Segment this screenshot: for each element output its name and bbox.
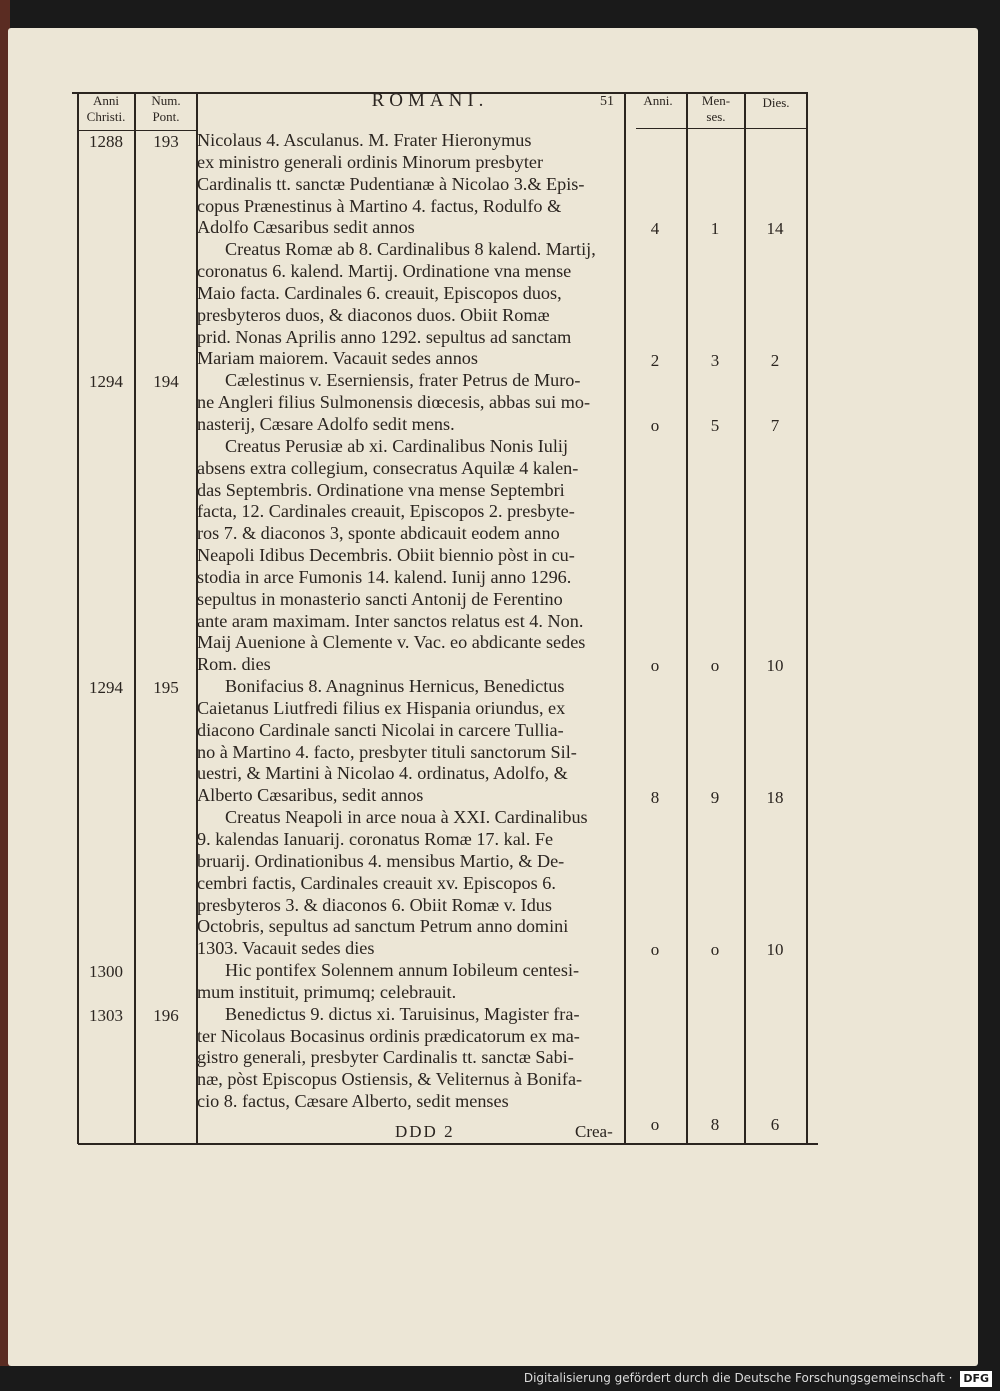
dies-value: 2 (770, 350, 780, 370)
text-line: gistro generali, presbyter Cardinalis tt. sanctæ Sabi- (197, 1047, 574, 1068)
pontiff-number-cell: 193 (153, 132, 179, 151)
main-text-column (197, 130, 627, 1113)
pontiff-number-cell: 196 (153, 1006, 179, 1025)
anni-col-rule (686, 92, 688, 1144)
dfg-logo: DFG (960, 1371, 992, 1387)
right-frame-rule (806, 92, 808, 1144)
menses-value: o (710, 656, 720, 676)
header-num-pont-2: Pont. (152, 109, 180, 124)
year-col-rule (134, 92, 136, 1144)
pontiff-number-cell: 195 (153, 678, 179, 698)
header-menses (688, 94, 744, 123)
running-title: ROMANI. (371, 90, 489, 111)
header-anni-christi-2: Christi. (86, 109, 126, 124)
text-line: Caietanus Liutfredi filius ex Hispania oriundus, ex (197, 697, 566, 718)
text-line: ex ministro generali ordinis Minorum presbyter (197, 151, 543, 172)
dies-value: 10 (766, 656, 784, 676)
text-line: uestri, & Martini à Nicolao 4. ordinatus, Adolfo, & (197, 763, 568, 784)
anni-value: 8 (650, 787, 660, 807)
text-line: Cardinalis tt. sanctæ Pudentianæ à Nicolao 3.& Epis- (197, 173, 585, 194)
menses-value: 9 (710, 787, 720, 807)
header-dies: Dies. (762, 95, 790, 110)
text-line: das Septembris. Ordinatione vna mense Septembri (197, 479, 565, 500)
text-line: cembri factis, Cardinales creauit xv. Episcopos 6. (197, 872, 556, 893)
text-line: coronatus 6. kalend. Martij. Ordinatione vna mense (197, 261, 572, 282)
text-line: Rom. dies (197, 654, 271, 675)
year-cell: 1303 (89, 1006, 123, 1025)
dies-value: 7 (770, 416, 780, 436)
anni-value: o (650, 656, 660, 676)
header-menses-1: Men- (701, 93, 731, 108)
dies-value: 6 (770, 1115, 780, 1135)
text-line: Benedictus 9. dictus xi. Taruisinus, Magister fra- (225, 1003, 580, 1024)
text-line: Bonifacius 8. Anagninus Hernicus, Benedictus (225, 676, 565, 697)
menses-value: 5 (710, 416, 720, 436)
text-line: Hic pontifex Solennem annum Iobileum centesi- (225, 960, 580, 981)
text-line: ne Angleri filius Sulmonensis diœcesis, abbas sui mo- (197, 392, 591, 413)
text-line: Alberto Cæsaribus, sedit annos (197, 785, 424, 806)
text-line: Neapoli Idibus Decembris. Obiit biennio pòst in cu- (197, 545, 575, 566)
text-line: nasterij, Cæsare Adolfo sedit mens. (197, 413, 455, 434)
left-frame-rule (77, 92, 79, 1144)
header-anni-christi (78, 94, 134, 123)
text-line: Creatus Perusiæ ab xi. Cardinalibus Nonis Iulij (225, 435, 569, 456)
header-menses-2: ses. (706, 109, 726, 124)
anni-value: o (650, 1115, 660, 1135)
text-line: no à Martino 4. facto, presbyter tituli sanctorum Sil- (197, 741, 577, 762)
pontiff-number-cell: 194 (153, 372, 179, 392)
text-line: næ, pòst Episcopus Ostiensis, & Veliternus à Bonifa- (197, 1069, 583, 1090)
text-line: Nicolaus 4. Asculanus. M. Frater Hieronymus (197, 130, 532, 150)
menses-value: o (710, 940, 720, 960)
menses-value: 1 (710, 219, 720, 239)
text-line: copus Prænestinus à Martino 4. factus, Rodulfo & (197, 195, 562, 216)
text-line: Octobris, sepultus ad sanctum Petrum anno domini (197, 916, 569, 937)
anni-value: 2 (650, 350, 660, 370)
text-line: absens extra collegium, consecratus Aquilæ 4 kalen- (197, 457, 579, 478)
text-line: prid. Nonas Aprilis anno 1292. sepultus ad sanctam (197, 326, 572, 347)
text-line: presbyteros 3. & diaconos 6. Obiit Romæ v. Idus (197, 894, 552, 915)
year-cell: 1294 (89, 678, 123, 698)
text-line: cio 8. factus, Cæsare Alberto, sedit menses (197, 1091, 509, 1112)
text-line: Mariam maiorem. Vacauit sedes annos (197, 348, 478, 369)
dies-value: 10 (766, 940, 784, 960)
header-num-pont-1: Num. (151, 93, 181, 108)
text-line: ter Nicolaus Bocasinus ordinis prædicatorum ex ma- (197, 1025, 580, 1046)
menses-col-rule (744, 92, 746, 1144)
page-number: 51 (600, 94, 614, 109)
text-line: mum instituit, primumq; celebrauit. (197, 981, 457, 1002)
text-line: Creatus Neapoli in arce noua à XXI. Cardinalibus (225, 807, 588, 828)
text-line: facta, 12. Cardinales creauit, Episcopos 2. presbyte- (197, 501, 575, 522)
header-anni: Anni. (643, 93, 673, 108)
bottom-rule (78, 1143, 818, 1145)
text-line: presbyteros duos, & diaconos duos. Obiit Romæ (197, 304, 550, 325)
signature-mark: DDD 2 (395, 1122, 455, 1141)
text-line: sepultus in monasterio sancti Antonij de Ferentino (197, 588, 563, 609)
text-line: 9. kalendas Ianuarij. coronatus Romæ 17. kal. Fe (197, 829, 554, 849)
anni-value: o (650, 416, 660, 436)
text-line: Creatus Romæ ab 8. Cardinalibus 8 kalend. Martij, (225, 239, 596, 260)
text-line: Cælestinus v. Eserniensis, frater Petrus de Muro- (225, 370, 581, 391)
text-line: Maij Auenione à Clemente v. Vac. eo abdicante sedes (197, 632, 586, 653)
menses-value: 3 (710, 350, 720, 370)
year-cell: 1294 (89, 372, 123, 392)
menses-value: 8 (710, 1115, 720, 1135)
text-line: Adolfo Cæsaribus sedit annos (197, 217, 415, 238)
text-line: ros 7. & diaconos 3, sponte abdicauit eodem anno (197, 523, 560, 544)
year-cell: 1300 (89, 962, 123, 982)
digitization-credit (0, 1366, 1000, 1391)
text-line: Maio facta. Cardinales 6. creauit, Episcopos duos, (197, 282, 562, 303)
text-line: diacono Cardinale sancti Nicolai in carcere Tullia- (197, 719, 564, 740)
year-cell: 1288 (89, 132, 123, 151)
anni-value: 4 (650, 219, 660, 239)
header-underline (78, 130, 198, 131)
dies-value: 14 (766, 219, 784, 239)
text-line: 1303. Vacauit sedes dies (197, 938, 375, 959)
header-anni-christi-1: Anni (93, 93, 119, 108)
anni-value: o (650, 940, 660, 960)
credit-text: Digitalisierung gefördert durch die Deutsche Forschungsgemeinschaft · (523, 1371, 953, 1385)
text-line: stodia in arce Fumonis 14. kalend. Iunij anno 1296. (197, 566, 572, 587)
catchword: Crea- (575, 1122, 613, 1141)
header-num-pont (136, 94, 196, 123)
dies-value: 18 (766, 787, 784, 807)
text-line: bruarij. Ordinationibus 4. mensibus Martio, & De- (197, 850, 565, 871)
header-underline-right (636, 128, 806, 129)
text-line: ante aram maximam. Inter sanctos relatus est 4. Non. (197, 610, 584, 631)
